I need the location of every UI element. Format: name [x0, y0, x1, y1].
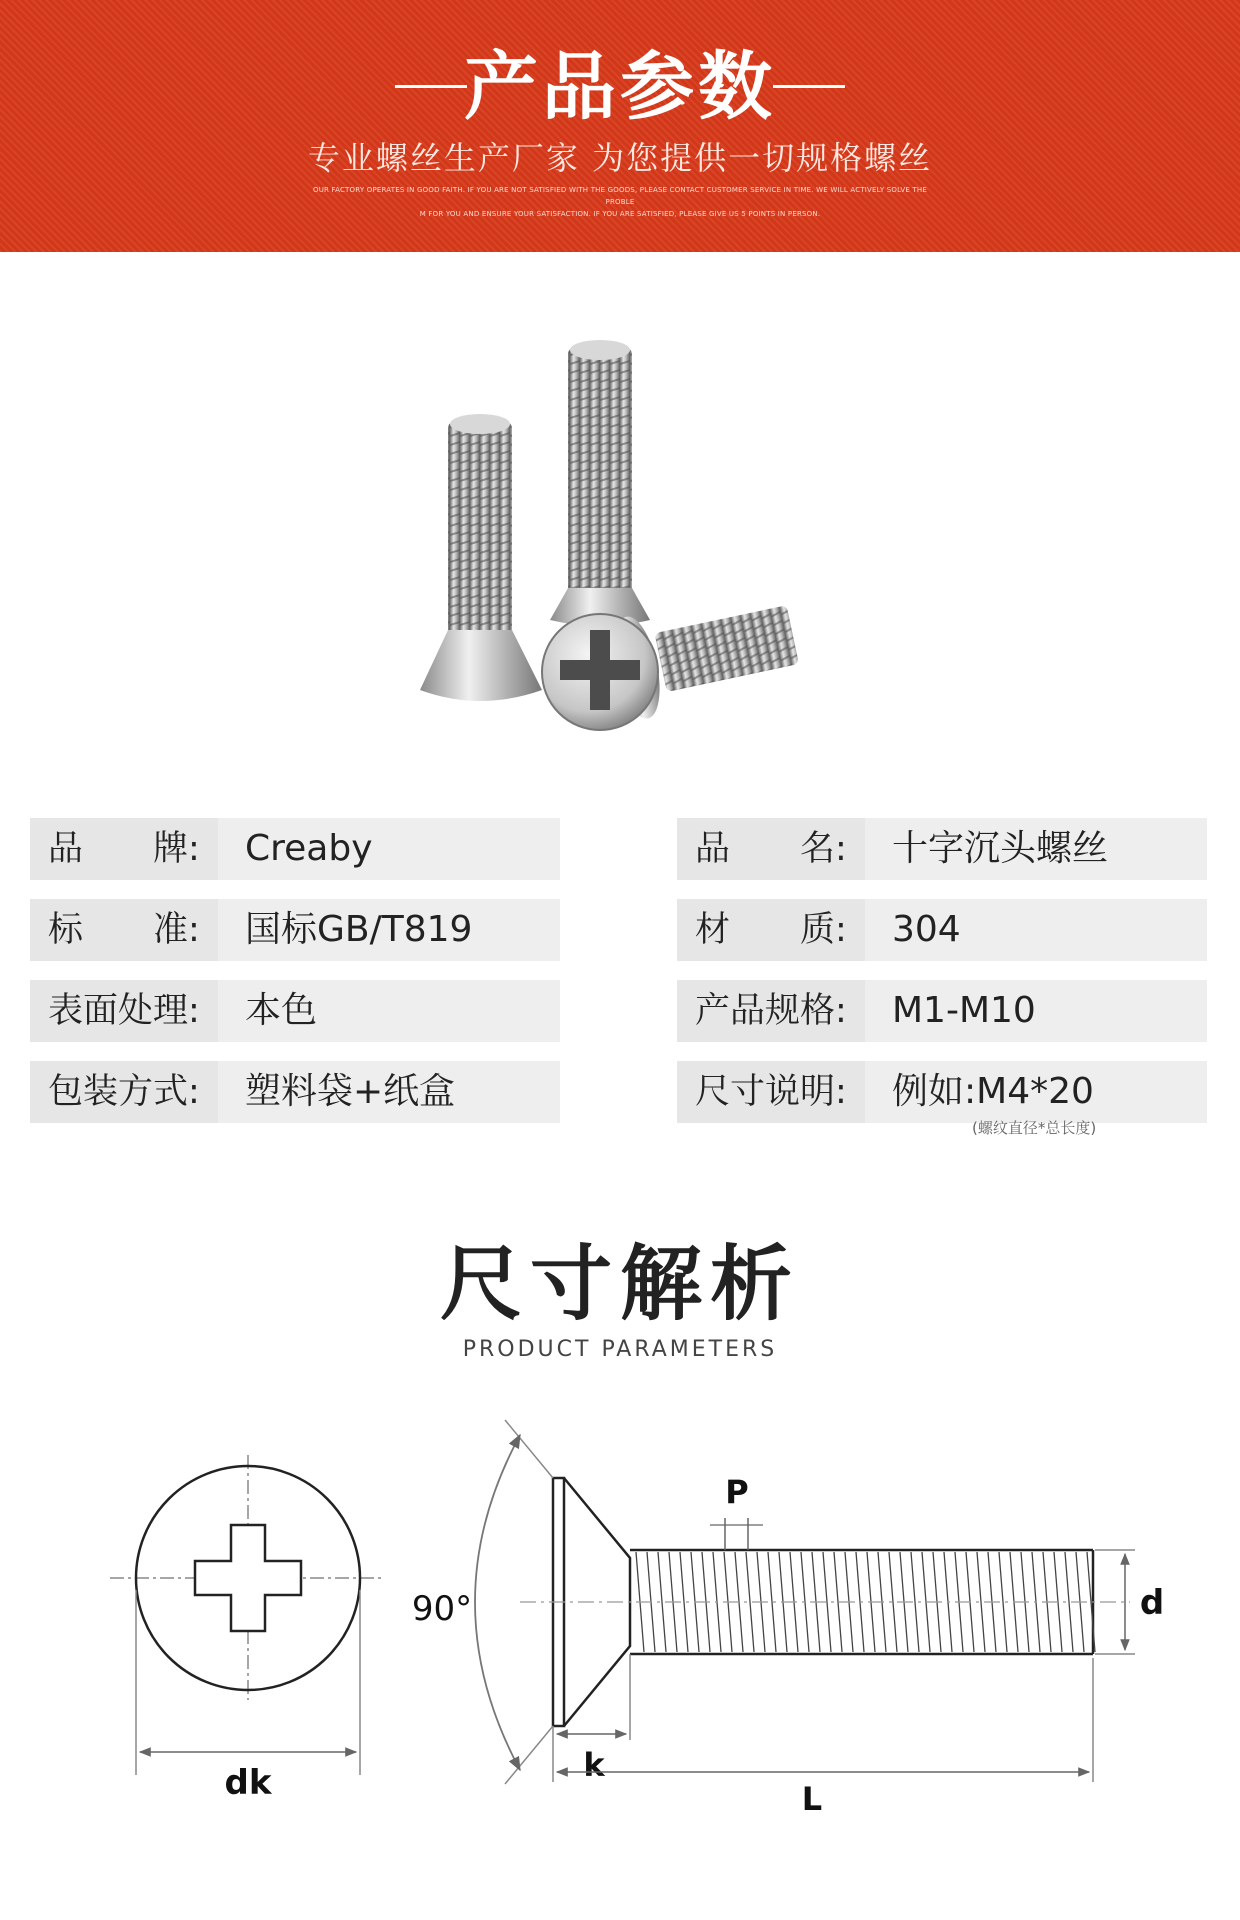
banner-english-line-1: OUR FACTORY OPERATES IN GOOD FAITH. IF YOU ARE NOT SATISFIED WITH THE GOODS, PLEASE CONTACT CUSTOMER SERVICE IN TIME. WE WILL ACTIVELY SOLVE THE PROBLE [313, 186, 927, 206]
left-screw-head [420, 630, 542, 701]
diameter-label: d [1139, 1583, 1165, 1623]
spec-row-material [677, 899, 1207, 961]
spec-value: Creaby [245, 828, 373, 869]
spec-value: 304 [892, 909, 961, 950]
spec-value: 例如:M4*20 [892, 1071, 1094, 1112]
spec-label: 尺寸说明: [677, 1061, 865, 1123]
angle-arc [475, 1435, 520, 1770]
spec-value: 十字沉头螺丝 [892, 828, 1109, 869]
spec-value: 国标GB/T819 [245, 909, 473, 950]
angle-label: 90° [411, 1589, 473, 1629]
head-top-view [110, 1455, 385, 1803]
spec-row-standard [30, 899, 560, 961]
spec-label: 品 名: [677, 818, 865, 880]
banner-english-text [300, 184, 940, 220]
spec-value: 塑料袋+纸盒 [245, 1071, 456, 1112]
spec-label: 材 质: [677, 899, 865, 961]
cross-recess [195, 1525, 301, 1631]
banner-subtitle: 专业螺丝生产厂家 为您提供一切规格螺丝 [307, 139, 933, 177]
middle-screw-shaft [568, 348, 632, 593]
dk-label: dk [224, 1763, 272, 1803]
lying-screw-shaft [654, 605, 799, 692]
screw-dimension-diagram [0, 1400, 1240, 1820]
spec-label: 品 牌: [30, 818, 218, 880]
length-label: L [801, 1780, 823, 1818]
spec-row-packaging [30, 1061, 560, 1123]
spec-row-name [677, 818, 1207, 880]
spec-label: 表面处理: [30, 980, 218, 1042]
screw-side-view [412, 1420, 1164, 1818]
spec-value: 本色 [245, 990, 318, 1031]
header-banner [0, 0, 1240, 252]
banner-english-line-2: M FOR YOU AND ENSURE YOUR SATISFACTION. IF YOU ARE SATISFIED, PLEASE GIVE US 5 POINTS IN PERSON. [419, 210, 821, 218]
dimension-section-subtitle: PRODUCT PARAMETERS [462, 1337, 778, 1362]
product-photo [400, 330, 820, 770]
spec-row-brand [30, 818, 560, 880]
spec-label: 标 准: [30, 899, 218, 961]
spec-label: 产品规格: [677, 980, 865, 1042]
k-label: k [583, 1746, 605, 1784]
left-screw-shaft [448, 422, 512, 637]
spec-row-specification [677, 980, 1207, 1042]
spec-label: 包装方式: [30, 1061, 218, 1123]
pitch-label: P [725, 1473, 749, 1511]
spec-row-size [677, 1061, 1207, 1123]
spec-row-surface [30, 980, 560, 1042]
size-note: (螺纹直径*总长度) [972, 1119, 1097, 1137]
banner-title: 产品参数 [464, 44, 776, 130]
dimension-section-title: 尺寸解析 [439, 1237, 800, 1332]
spec-value: M1-M10 [892, 990, 1036, 1031]
